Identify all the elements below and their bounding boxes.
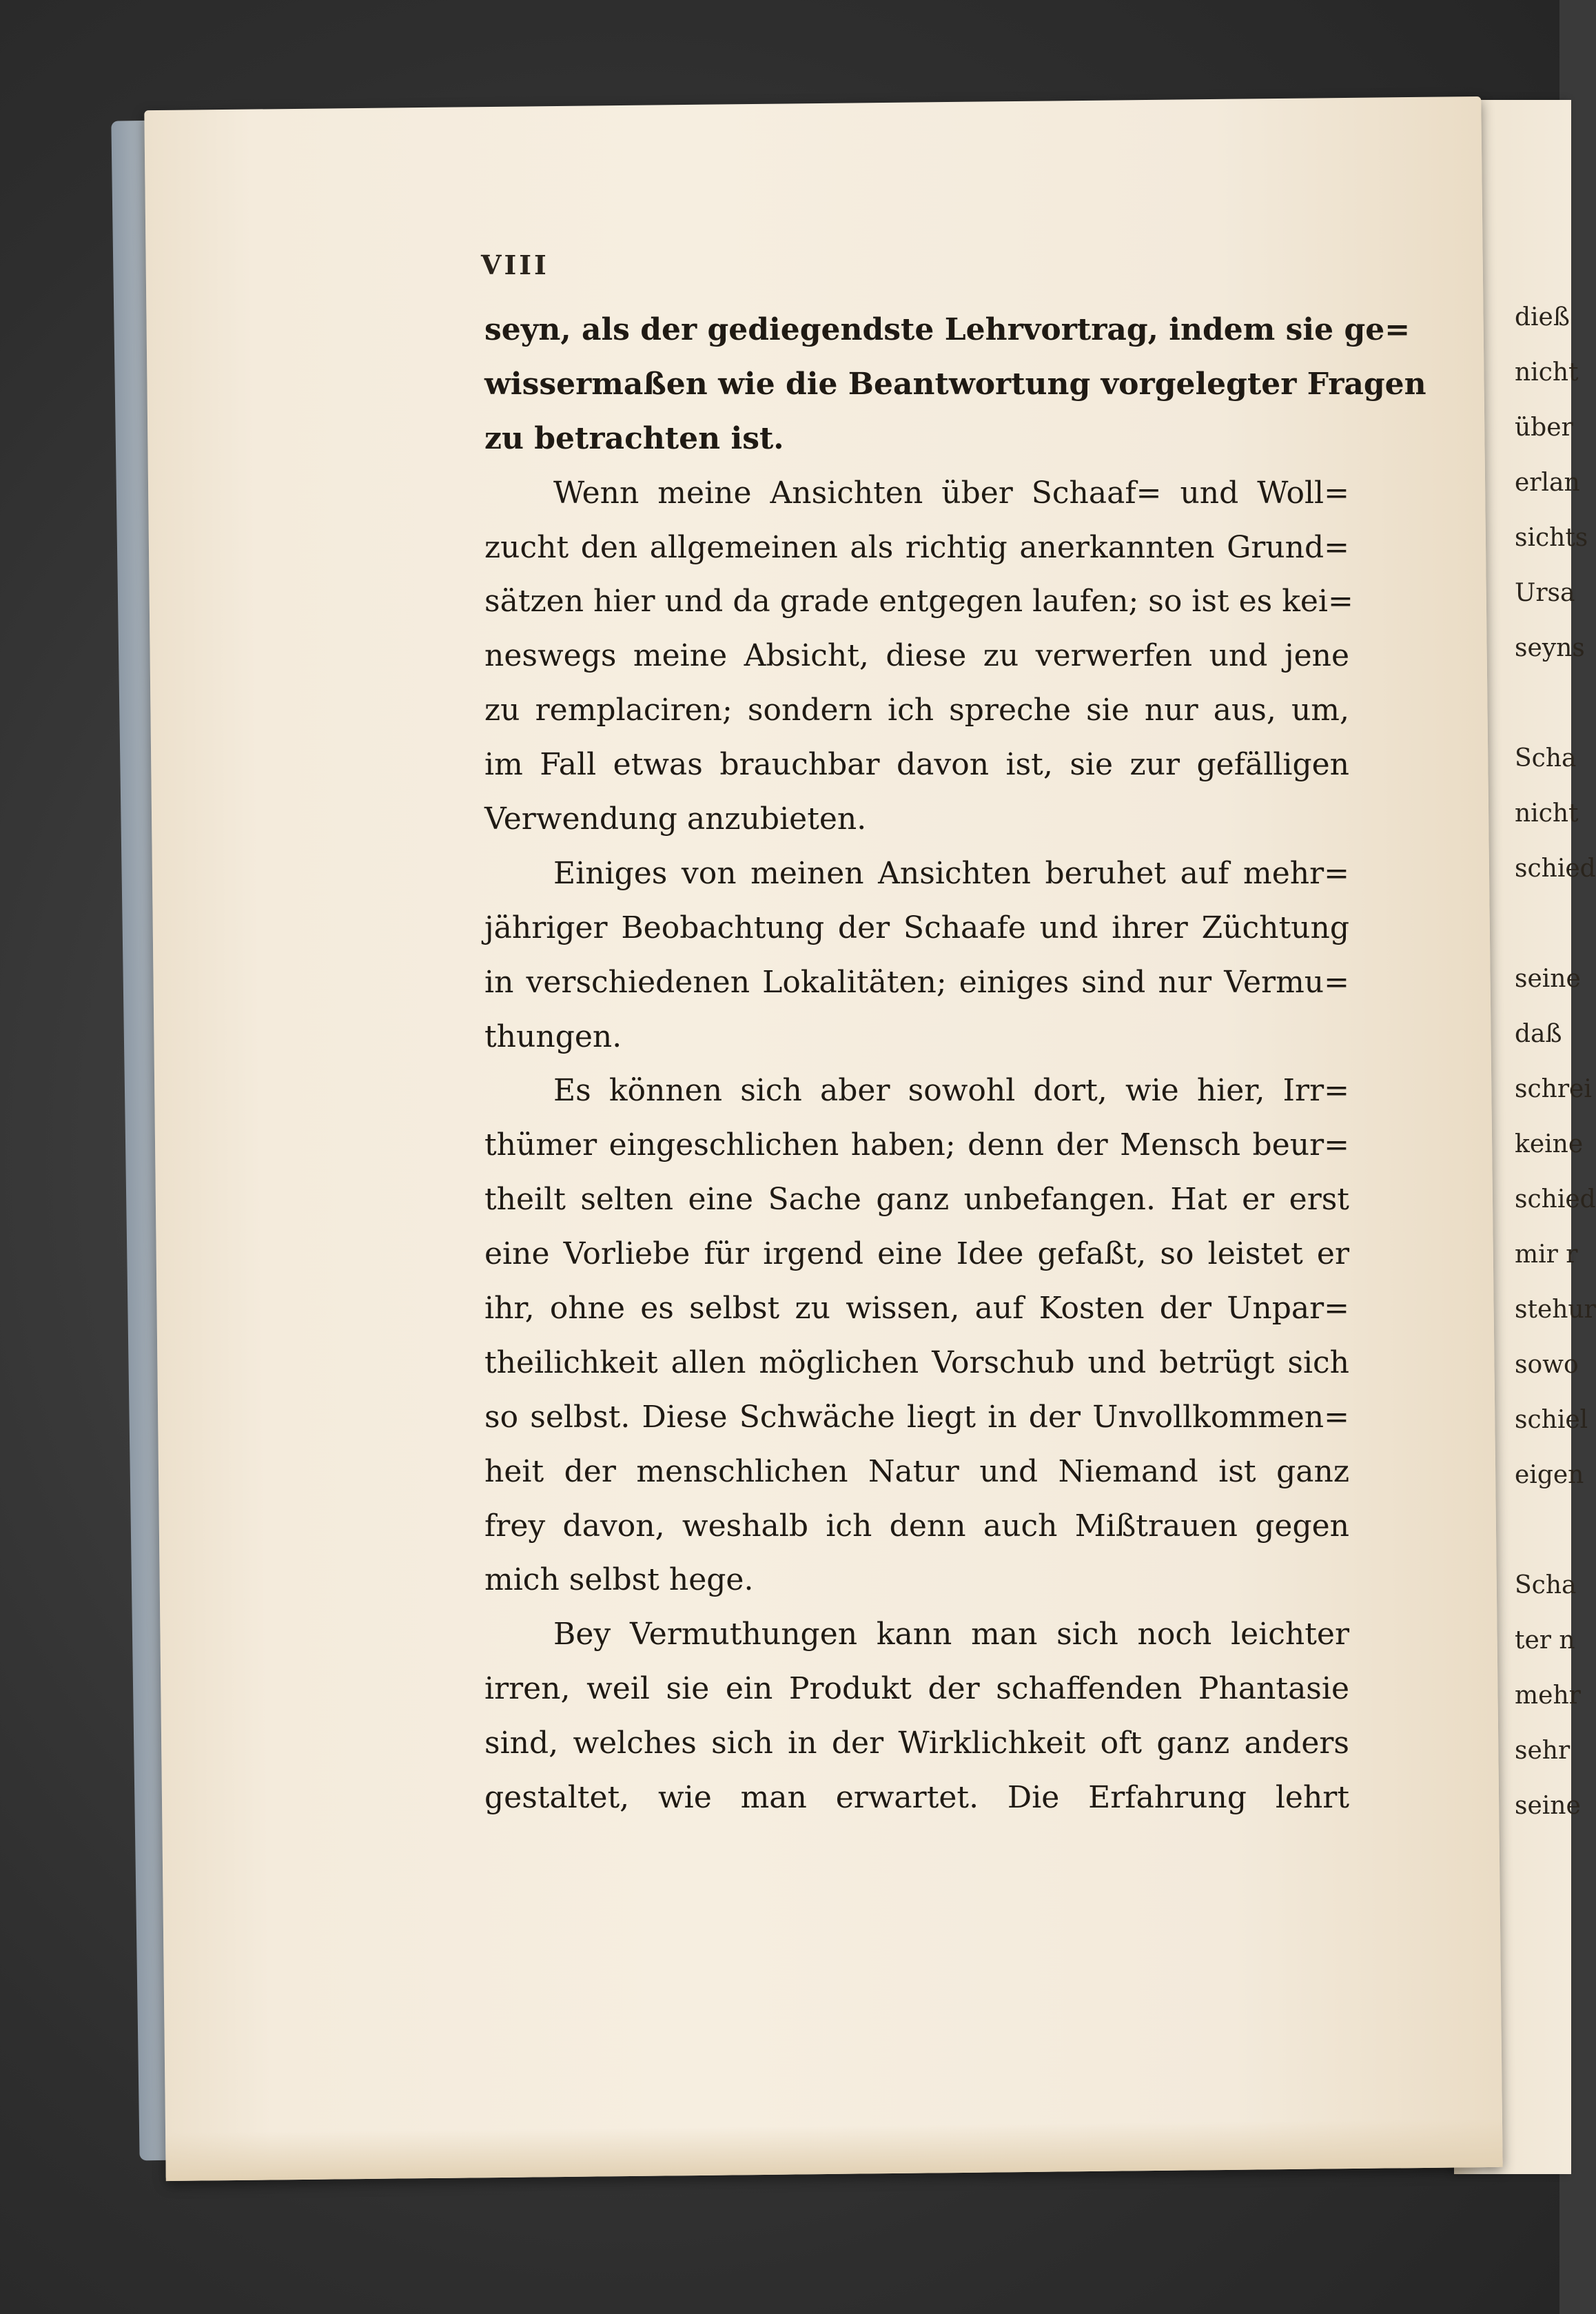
facing-page-fragment: schrei <box>1515 1075 1592 1103</box>
facing-page-fragment: sichts <box>1515 524 1588 552</box>
text-line: frey davon, weshalb ich denn auch Mißtrauen gegen <box>484 1508 1349 1544</box>
facing-page-fragment: schied <box>1515 854 1596 883</box>
facing-page-fragment: Ursa <box>1515 579 1575 607</box>
facing-page-fragment: stehur <box>1515 1296 1596 1324</box>
text-line: Wenn meine Ansichten über Schaaf= und Woll= <box>553 475 1349 511</box>
text-line: Es können sich aber sowohl dort, wie hier, Irr= <box>553 1073 1349 1109</box>
facing-page-fragment: schiel <box>1515 1406 1588 1434</box>
text-line: sind, welches sich in der Wirklichkeit oft ganz anders <box>484 1726 1349 1761</box>
text-line: neswegs meine Absicht, diese zu verwerfen und jene <box>484 638 1349 674</box>
facing-page-fragment: sehr <box>1515 1737 1571 1765</box>
text-line: mich selbst hege. <box>484 1562 754 1598</box>
text-line: seyn, als der gediegendste Lehrvortrag, indem sie ge= <box>484 312 1411 347</box>
text-line: gestaltet, wie man erwartet. Die Erfahrung lehrt <box>484 1780 1349 1816</box>
facing-page-fragment: ter n <box>1515 1626 1575 1655</box>
text-line: zucht den allgemeinen als richtig anerkannten Grund= <box>484 529 1349 565</box>
facing-page-fragment: schied <box>1515 1185 1596 1214</box>
page-number: VIII <box>481 249 549 280</box>
text-line: ihr, ohne es selbst zu wissen, auf Kosten der Unpar= <box>484 1291 1349 1327</box>
text-line: thümer eingeschlichen haben; denn der Mensch beur= <box>484 1127 1349 1163</box>
text-line: sätzen hier und da grade entgegen laufen; so ist es kei= <box>484 584 1353 620</box>
text-line: so selbst. Diese Schwäche liegt in der Unvollkommen= <box>484 1399 1349 1435</box>
facing-page-fragment: erlan <box>1515 469 1580 497</box>
facing-page-fragment: seyns <box>1515 634 1585 662</box>
text-line: heit der menschlichen Natur und Niemand ist ganz <box>484 1453 1349 1489</box>
text-line: Bey Vermuthungen kann man sich noch leichter <box>553 1617 1349 1652</box>
facing-page-fragment: sowo <box>1515 1351 1579 1379</box>
text-line: theilt selten eine Sache ganz unbefangen. Hat er erst <box>484 1182 1349 1218</box>
facing-page-fragment: daß <box>1515 1020 1562 1048</box>
text-line: Verwendung anzubieten. <box>484 801 867 837</box>
page-text <box>484 303 1426 1825</box>
facing-page-fragment: seine <box>1515 965 1581 993</box>
facing-page-fragment: mehr <box>1515 1681 1581 1710</box>
text-line: im Fall etwas brauchbar davon ist, sie zur gefälligen <box>484 747 1349 783</box>
facing-page-fragment: seine <box>1515 1792 1581 1820</box>
text-line: thungen. <box>484 1018 622 1054</box>
facing-page-fragment: Scha <box>1515 1571 1577 1599</box>
facing-page-fragment: Scha <box>1515 744 1577 772</box>
text-line: theilichkeit allen möglichen Vorschub und betrügt sich <box>484 1344 1349 1380</box>
facing-page-fragment: über <box>1515 413 1573 442</box>
text-line: jähriger Beobachtung der Schaafe und ihrer Züchtung <box>484 910 1349 945</box>
facing-page-fragment: nicht <box>1515 799 1579 828</box>
text-line: wissermaßen wie die Beantwortung vorgelegter Fragen <box>484 366 1426 402</box>
text-line: zu remplaciren; sondern ich spreche sie nur aus, um, <box>484 693 1349 728</box>
facing-page-fragment: eigen <box>1515 1461 1584 1489</box>
facing-page-fragment: mir r <box>1515 1240 1578 1269</box>
facing-page-fragment: keine <box>1515 1130 1584 1158</box>
text-line: in verschiedenen Lokalitäten; einiges sind nur Vermu= <box>484 964 1349 1000</box>
facing-page-fragment: nicht <box>1515 358 1579 387</box>
text-line: eine Vorliebe für irgend eine Idee gefaßt, so leistet er <box>484 1236 1349 1272</box>
facing-page-fragment: dieß <box>1515 303 1570 331</box>
text-line: irren, weil sie ein Produkt der schaffenden Phantasie <box>484 1671 1349 1707</box>
text-line: zu betrachten ist. <box>484 420 784 456</box>
text-line: Einiges von meinen Ansichten beruhet auf mehr= <box>553 855 1349 891</box>
